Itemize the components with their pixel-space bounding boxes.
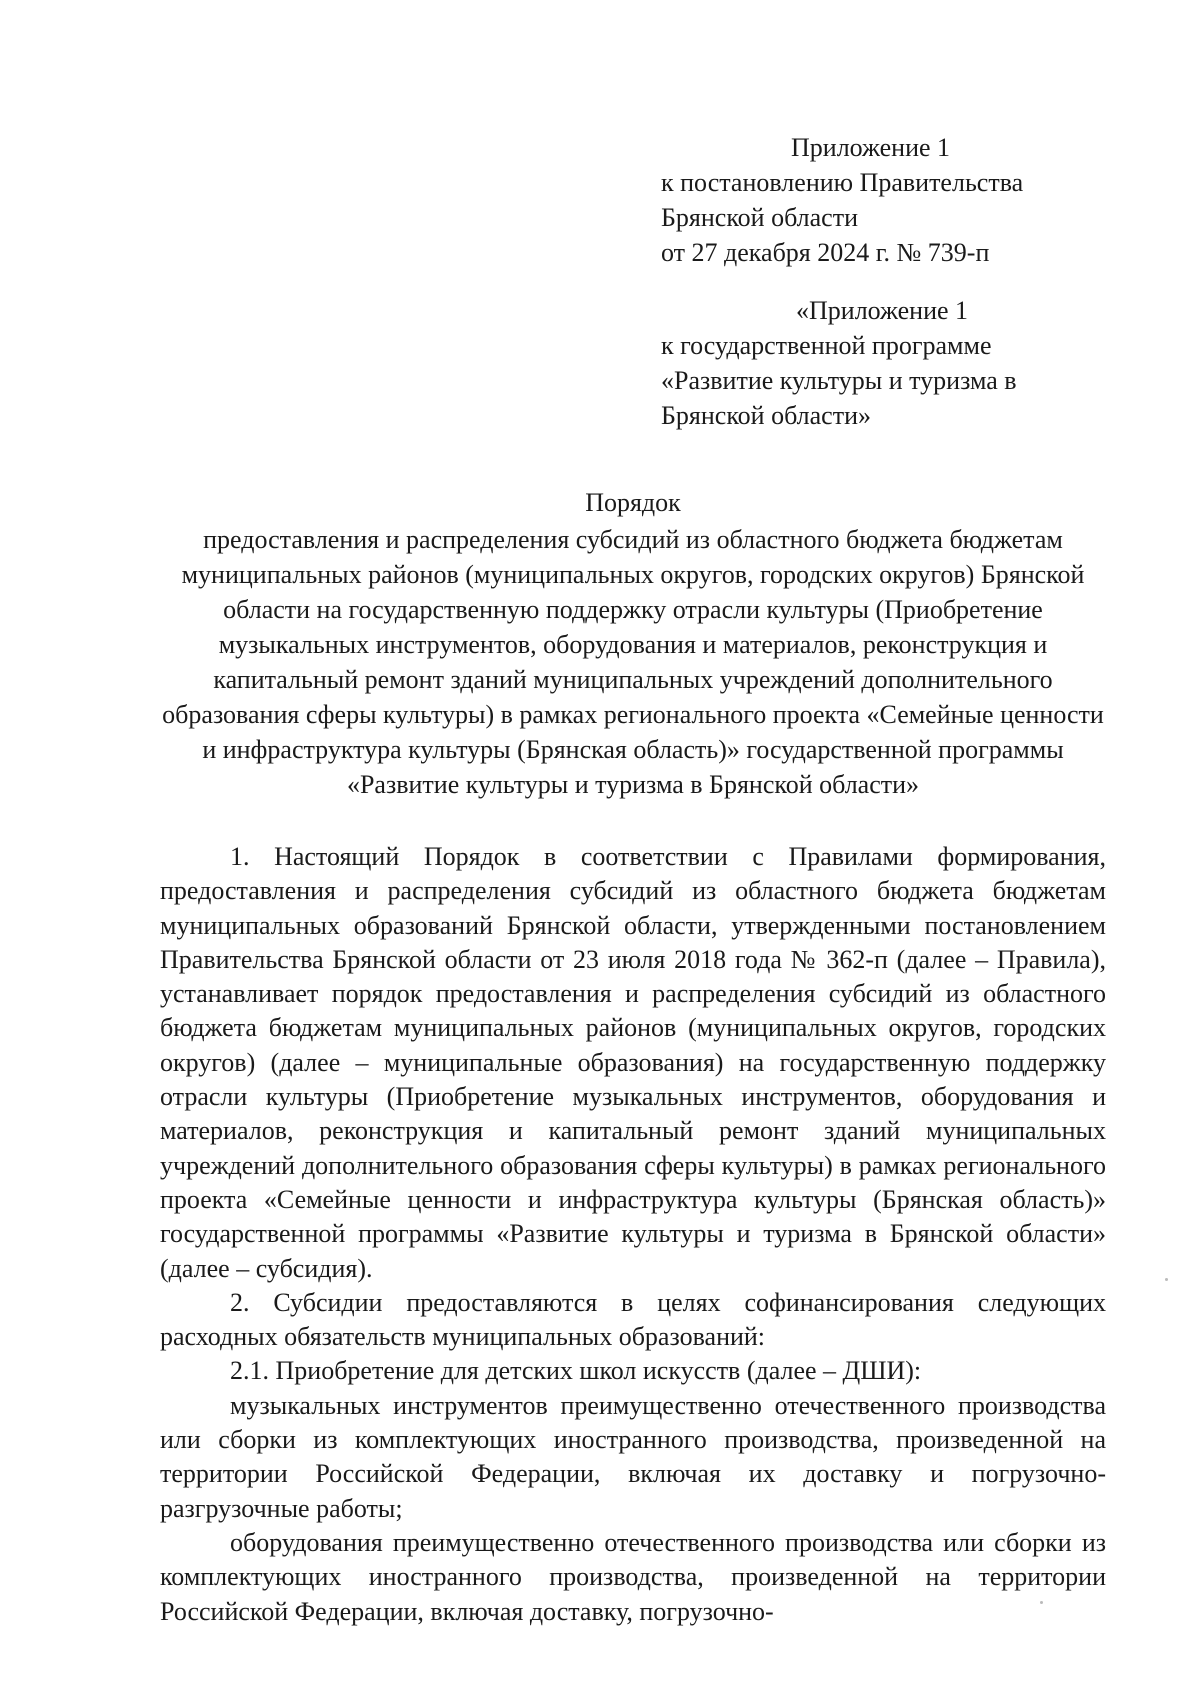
program-appendix-reference: к государственной программе: [661, 331, 992, 360]
program-appendix-header: [661, 293, 1121, 433]
document-title: Порядок: [585, 488, 681, 517]
appendix-header: [661, 130, 1121, 270]
paragraph-instruments: музыкальных инструментов преимущественно отечественного производства или сборки из комплектующих иностранного производства, произведенной на территории Российской Федерации, включая их доставку и погрузочно-разгрузочные работы;: [160, 1390, 1106, 1523]
paragraph-1: 1. Настоящий Порядок в соответствии с Правилами формирования, предоставления и распределения субсидий из областного бюджета бюджетам муниципальных образований Брянской области, утвержденными постановлением Правительства Брянской области от 23 июля 2018 года № 362-п (далее – Правила), устанавливает порядок предоставления и распределения субсидий из областного бюджета бюджетам муниципальных районов (муниципальных округов, городских округов) (далее – муниципальные образования) на государственную поддержку отрасли культуры (Приобретение музыкальных инструментов, оборудования и материалов, реконструкция и капитальный ремонт зданий муниципальных учреждений дополнительного образования сферы культуры) в рамках регионального проекта «Семейные ценности и инфраструктура культуры (Брянская область)» государственной программы «Развитие культуры и туризма в Брянской области» (далее – субсидия).: [160, 842, 1106, 1283]
appendix-number: Приложение 1: [791, 133, 951, 162]
paragraph-2: 2. Субсидии предоставляются в целях софинансирования следующих расходных обязательств муниципальных образований:: [160, 1287, 1106, 1352]
program-appendix-number: «Приложение 1: [796, 296, 969, 325]
document-body: [160, 840, 1106, 1629]
paragraph-equipment: оборудования преимущественно отечественного производства или сборки из комплектующих иностранного производства, произведенной на территории Российской Федерации, включая доставку, погрузочно-: [160, 1527, 1106, 1626]
appendix-region: Брянской области: [661, 203, 858, 232]
appendix-reference: к постановлению Правительства: [661, 168, 1024, 197]
paragraph-2-1: 2.1. Приобретение для детских школ искусств (далее – ДШИ):: [230, 1356, 922, 1386]
program-appendix-name-1: «Развитие культуры и туризма в: [661, 366, 1017, 395]
program-appendix-name-2: Брянской области»: [661, 401, 871, 430]
appendix-date-number: от 27 декабря 2024 г. № 739-п: [661, 238, 990, 267]
document-subtitle: предоставления и распределения субсидий из областного бюджета бюджетам муниципальных районов (муниципальных округов, городских округов) Брянской области на государственную поддержку отрасли культуры (Приобретение музыкальных инструментов, оборудования и материалов, реконструкция и капитальный ремонт зданий муниципальных учреждений дополнительного образования сферы культуры) в рамках регионального проекта «Семейные ценности и инфраструктура культуры (Брянская область)» государственной программы «Развитие культуры и туризма в Брянской области»: [162, 525, 1104, 799]
scan-artifact: [1040, 1601, 1043, 1604]
scan-artifact: [1165, 1278, 1168, 1281]
